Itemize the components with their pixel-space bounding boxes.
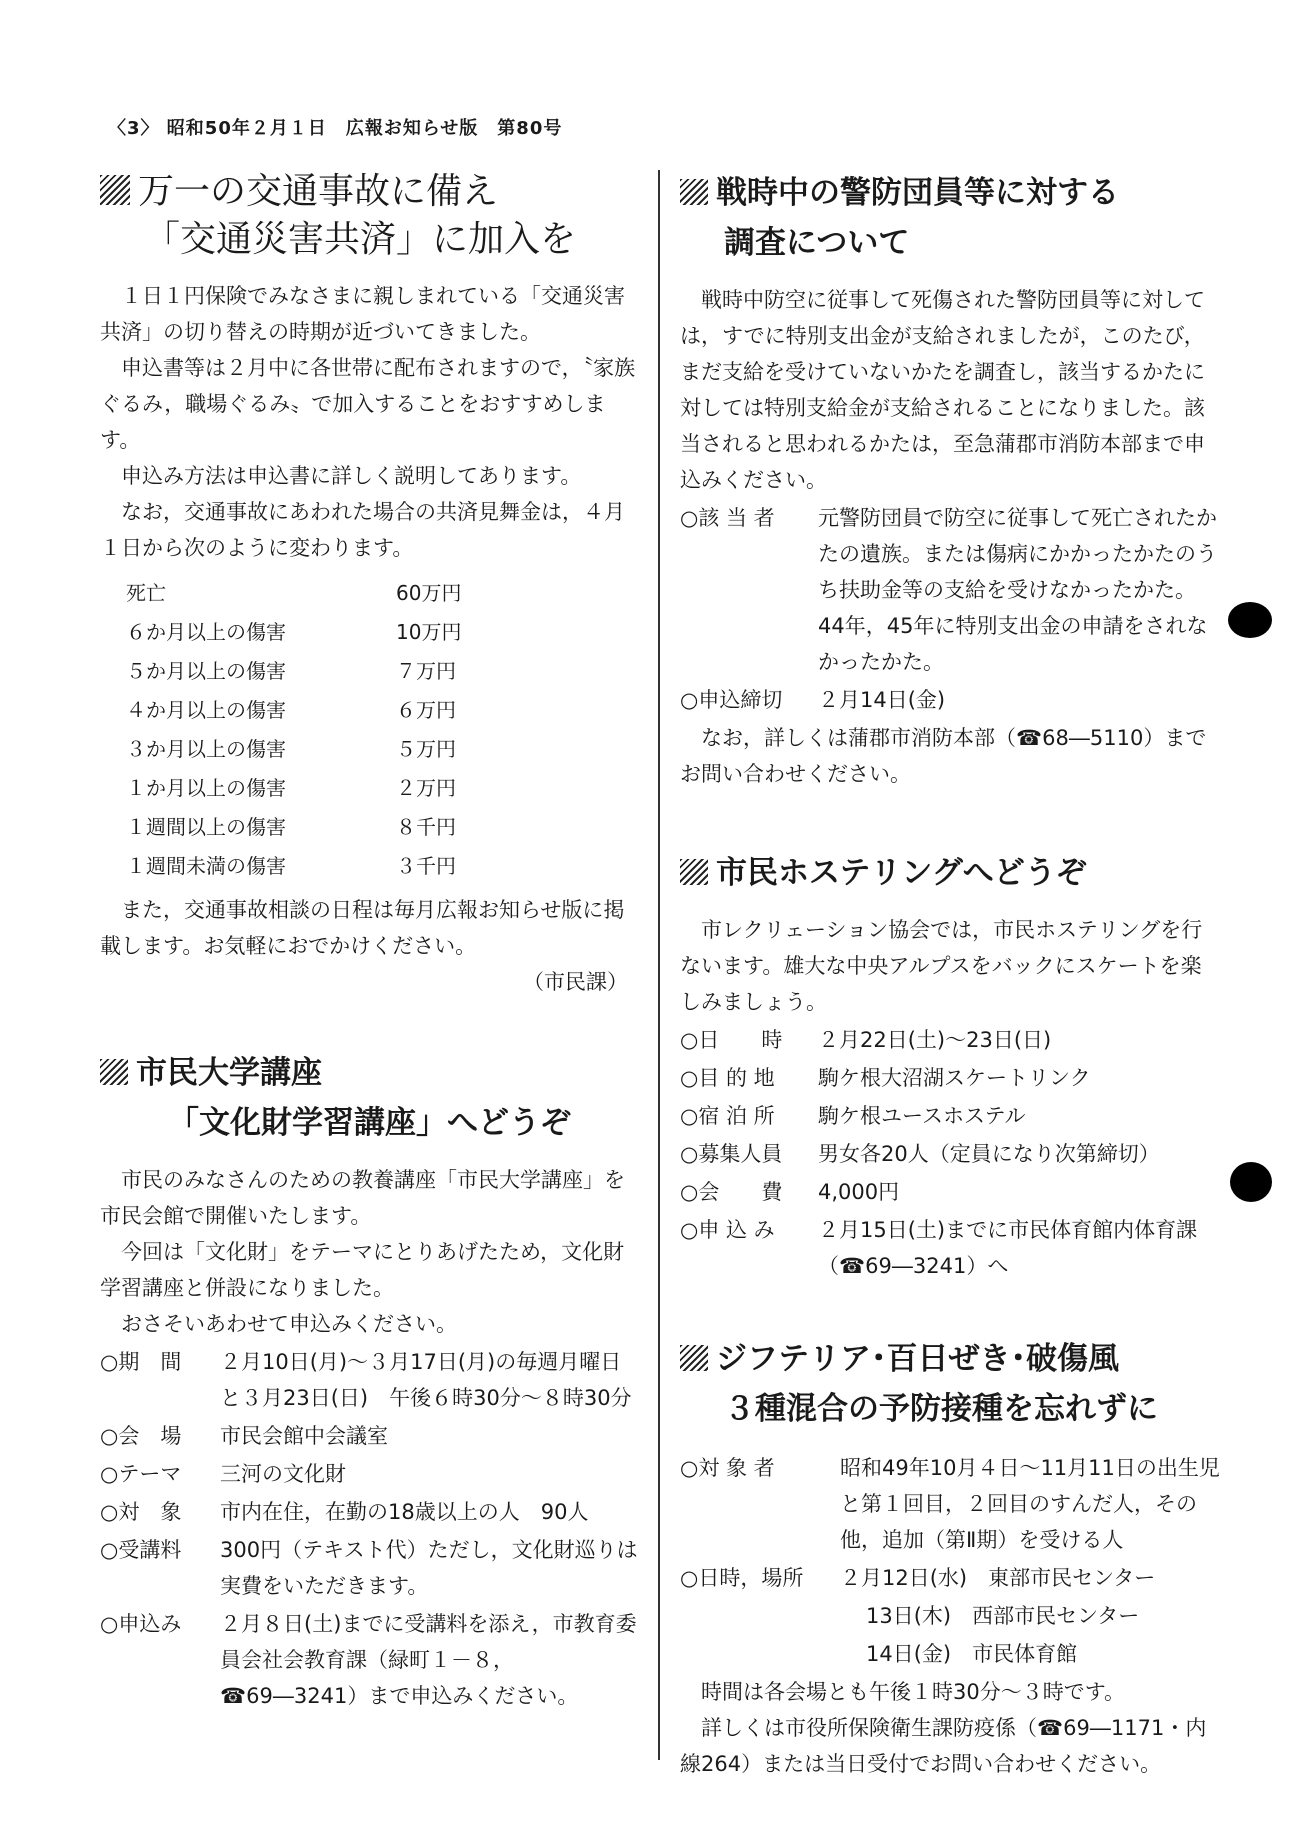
- article-title: [680, 848, 1220, 898]
- title-line-1: 万一の交通事故に備え: [138, 171, 499, 212]
- info-item: ○該 当 者 元警防団員で防空に従事して死亡されたかたの遺族。または傷病にかかったかたのうち扶助金等の支給を受けなかったかた。44年，45年に特別支出金の申請をされなかったかた。: [680, 506, 1217, 674]
- section-mark-icon: [680, 1345, 708, 1371]
- article-title: [100, 168, 640, 216]
- benefit-amount-table: [126, 574, 461, 886]
- article-hosteling: [680, 848, 1220, 1284]
- paragraph: 戦時中防空に従事して死傷された警防団員等に対しては，すでに特別支出金が支給されましたが，このたび，まだ支給を受けていないかたを調査し，該当するかたに対しては特別支給金が支給されることになりました。該当されると思われるかたは，至急蒲郡市消防本部まで申込みください。: [680, 288, 1205, 492]
- paragraph: なお，詳しくは蒲郡市消防本部（☎68―5110）までお問い合わせください。: [680, 726, 1207, 786]
- table-row: ６か月以上の傷害 10万円: [126, 620, 462, 644]
- info-item: ○日時，場所 ２月12日(水) 東部市民センター: [680, 1566, 1156, 1590]
- paragraph: なお，交通事故にあわれた場合の共済見舞金は，４月１日から次のように変わります。: [100, 500, 625, 560]
- paragraph: 市民のみなさんのための教養講座「市民大学講座」を市民会館で開催いたします。: [100, 1168, 625, 1228]
- table-row: １週間未満の傷害 ３千円: [126, 854, 456, 878]
- title-line-2: 「文化財学習講座」へどうぞ: [168, 1105, 571, 1141]
- info-item: ○日 時 ２月22日(土)～23日(日): [680, 1028, 1052, 1052]
- title-line-2: ３種混合の予防接種を忘れずに: [724, 1391, 1158, 1427]
- title-line-2: 調査について: [724, 225, 910, 261]
- section-mark-icon: [100, 1059, 128, 1085]
- column-divider: [658, 170, 660, 1760]
- title-line-1: ジフテリア･百日ぜき･破傷風: [716, 1341, 1119, 1377]
- title-line-1: 市民ホステリングへどうぞ: [716, 855, 1087, 891]
- paragraph: 時間は各会場とも午後１時30分～３時です。: [701, 1680, 1126, 1704]
- section-mark-icon: [100, 175, 130, 205]
- punch-hole-mark: [1228, 602, 1272, 638]
- title-line-2: 「交通災害共済」に加入を: [144, 219, 577, 260]
- title-line-1: 市民大学講座: [136, 1055, 322, 1091]
- article-title: [680, 1334, 1220, 1384]
- article-title: [680, 168, 1220, 218]
- punch-hole-mark: [1230, 1162, 1272, 1202]
- article-citizen-university: [100, 1048, 640, 1714]
- info-item: 14日(金) 市民体育館: [866, 1642, 1078, 1666]
- info-item: ○申 込 み ２月15日(土)までに市民体育館内体育課（☎69―3241）へ: [680, 1218, 1198, 1278]
- paragraph: 詳しくは市役所保険衛生課防疫係（☎69―1171・内線264）または当日受付でお問い合わせください。: [680, 1716, 1207, 1776]
- table-row: １週間以上の傷害 ８千円: [126, 815, 456, 839]
- paragraph: 今回は「文化財」をテーマにとりあげたため，文化財学習講座と併設になりました。: [100, 1240, 625, 1300]
- paragraph: 市レクリェーション協会では，市民ホステリングを行ないます。雄大な中央アルプスをバックにスケートを楽しみましょう。: [680, 918, 1203, 1014]
- info-item: 13日(木) 西部市民センター: [866, 1604, 1140, 1628]
- info-item: ○対 象 市内在住，在勤の18歳以上の人 90人: [100, 1500, 589, 1524]
- page-header: 〈3〉 昭和50年２月１日 広報お知らせ版 第80号: [108, 118, 563, 139]
- info-item: ○申込み ２月８日(土)までに受講料を添え，市教育委員会社会教育課（緑町１－８，☎69―3241）まで申込みください。: [100, 1612, 637, 1708]
- table-row: ３か月以上の傷害 ５万円: [126, 737, 456, 761]
- article-wartime-survey: [680, 168, 1220, 792]
- info-item: ○申込締切 ２月14日(金): [680, 688, 946, 712]
- info-item: ○テーマ 三河の文化財: [100, 1462, 346, 1486]
- section-mark-icon: [680, 179, 708, 205]
- title-line-1: 戦時中の警防団員等に対する: [716, 175, 1119, 211]
- info-item: ○会 場 市民会館中会議室: [100, 1424, 388, 1448]
- info-item: ○受講料 300円（テキスト代）ただし，文化財巡りは実費をいただきます。: [100, 1538, 638, 1598]
- left-column: [100, 168, 640, 1716]
- paragraph: 申込書等は２月中に各世帯に配布されますので，〝家族ぐるみ，職場ぐるみ〟で加入することをおすすめします。: [100, 356, 636, 452]
- article-traffic-insurance: [100, 168, 640, 1000]
- info-item: ○宿 泊 所 駒ケ根ユースホステル: [680, 1104, 1026, 1128]
- section-mark-icon: [680, 859, 708, 885]
- table-row: １か月以上の傷害 ２万円: [126, 776, 456, 800]
- info-item: ○会 費 4,000円: [680, 1180, 900, 1204]
- paragraph: また，交通事故相談の日程は毎月広報お知らせ版に掲載します。お気軽におでかけください。: [100, 898, 625, 958]
- article-title: [100, 1048, 640, 1098]
- info-item: ○募集人員 男女各20人（定員になり次第締切）: [680, 1142, 1160, 1166]
- table-row: ５か月以上の傷害 ７万円: [126, 659, 456, 683]
- info-item: ○期 間 ２月10日(月)～３月17日(月)の毎週月曜日と３月23日(日) 午後６時30分～８時30分: [100, 1350, 632, 1410]
- paragraph: 申込み方法は申込書に詳しく説明してあります。: [121, 464, 582, 488]
- right-column: [680, 168, 1220, 1782]
- table-row: ４か月以上の傷害 ６万円: [126, 698, 456, 722]
- info-item: ○目 的 地 駒ケ根大沼湖スケートリンク: [680, 1066, 1091, 1090]
- department-signature: （市民課）: [523, 970, 628, 994]
- paragraph: おさそいあわせて申込みください。: [121, 1312, 457, 1336]
- paragraph: １日１円保険でみなさまに親しまれている「交通災害共済」の切り替えの時期が近づいてきました。: [100, 284, 625, 344]
- article-vaccination: [680, 1334, 1220, 1782]
- info-item: ○対 象 者 昭和49年10月４日～11月11日の出生児と第１回目，２回目のすんだ人，その他，追加（第Ⅱ期）を受ける人: [680, 1456, 1220, 1552]
- table-row: 死亡 60万円: [126, 581, 462, 605]
